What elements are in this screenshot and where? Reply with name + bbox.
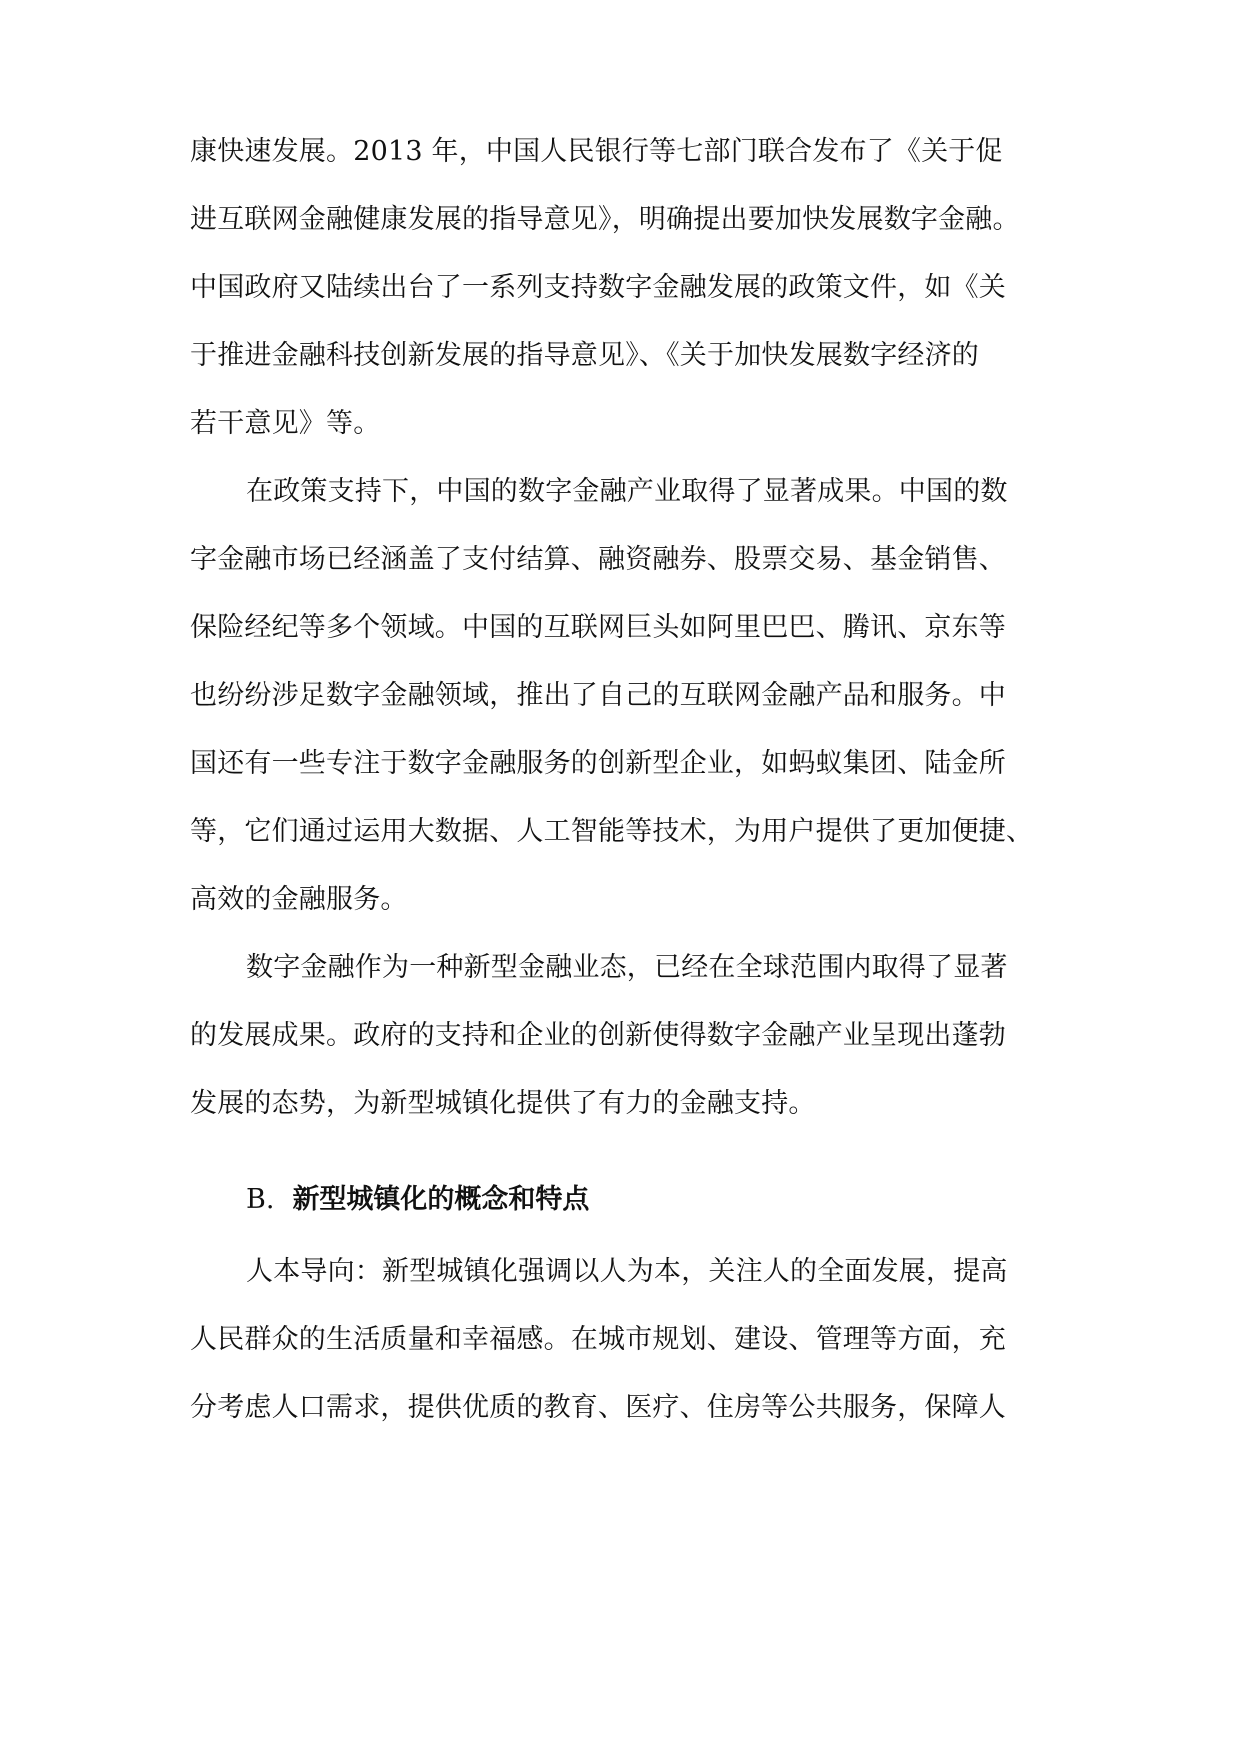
paragraph-4-line-2: 人民群众的生活质量和幸福感。在城市规划、建设、管理等方面，充 [190,1324,1006,1355]
paragraph-1-line-2: 进互联网金融健康发展的指导意见》，明确提出要加快发展数字金融。 [190,204,1020,235]
paragraph-2-line-1: 在政策支持下，中国的数字金融产业取得了显著成果。中国的数 [246,476,1008,507]
paragraph-4-line-1: 人本导向：新型城镇化强调以人为本，关注人的全面发展，提高 [246,1256,1008,1287]
paragraph-2-line-4: 也纷纷涉足数字金融领域，推出了自己的互联网金融产品和服务。中 [190,680,1006,711]
paragraph-2-line-5: 国还有一些专注于数字金融服务的创新型企业，如蚂蚁集团、陆金所 [190,748,1006,779]
paragraph-2-line-7: 高效的金融服务。 [190,884,408,915]
paragraph-3-line-3: 发展的态势，为新型城镇化提供了有力的金融支持。 [190,1088,816,1119]
paragraph-1-line-1: 康快速发展。2013 年，中国人民银行等七部门联合发布了《关于促 [190,136,1003,167]
paragraph-2-line-3: 保险经纪等多个领域。中国的互联网巨头如阿里巴巴、腾讯、京东等 [190,612,1006,643]
paragraph-1-line-4: 于推进金融科技创新发展的指导意见》、《关于加快发展数字经济的 [190,340,979,371]
section-heading-label: B. [246,1184,275,1215]
paragraph-1-line-3: 中国政府又陆续出台了一系列支持数字金融发展的政策文件，如《关 [190,272,1006,303]
paragraph-3-line-1: 数字金融作为一种新型金融业态，已经在全球范围内取得了显著 [246,952,1008,983]
section-heading [246,1180,589,1220]
paragraph-2-line-2: 字金融市场已经涵盖了支付结算、融资融券、股票交易、基金销售、 [190,544,1006,575]
paragraph-2-line-6: 等，它们通过运用大数据、人工智能等技术，为用户提供了更加便捷、 [190,816,1034,847]
paragraph-4-line-3: 分考虑人口需求，提供优质的教育、医疗、住房等公共服务，保障人 [190,1392,1006,1423]
paragraph-1-line-5: 若干意见》等。 [190,408,381,439]
section-heading-title: 新型城镇化的概念和特点 [292,1184,590,1215]
paragraph-3-line-2: 的发展成果。政府的支持和企业的创新使得数字金融产业呈现出蓬勃 [190,1020,1006,1051]
